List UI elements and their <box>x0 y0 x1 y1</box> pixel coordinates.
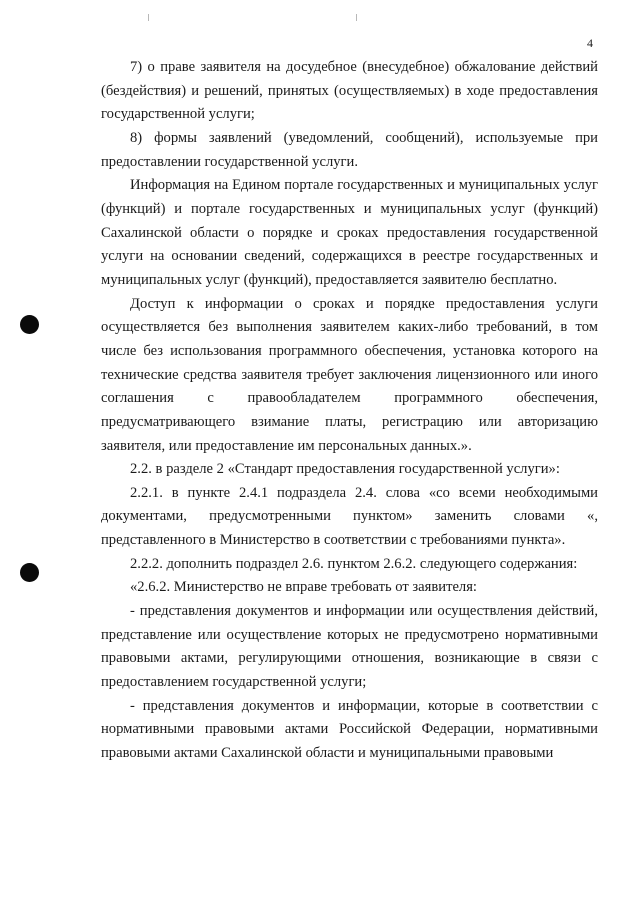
paragraph: 7) о праве заявителя на досудебное (внесудебное) обжалование действий (бездействия) и решений, принятых (осуществляемых) в ходе предоставления государственной услуги; <box>101 59 598 123</box>
page-number: 4 <box>587 36 593 50</box>
binder-hole <box>20 315 39 334</box>
scan-mark <box>148 14 149 21</box>
paragraph: - представления документов и информации или осуществления действий, представление или осуществление которых не предусмотрено нормативными правовыми актами, регулирующими отношения, возникающие в связи с предоставлением государственной услуги; <box>101 603 598 691</box>
paragraph: 2.2.1. в пункте 2.4.1 подраздела 2.4. слова «со всеми необходимыми документами, предусмотренными пунктом» заменить словами «, представленного в Министерство в соответствии с требованиями пункта». <box>101 484 598 549</box>
paragraph: 8) формы заявлений (уведомлений, сообщений), используемые при предоставлении государственной услуги. <box>101 129 598 170</box>
paragraph: 2.2.2. дополнить подраздел 2.6. пунктом 2.6.2. следующего содержания: <box>130 555 578 572</box>
scan-mark <box>356 14 357 21</box>
paragraph: Информация на Едином портале государственных и муниципальных услуг (функций) и портале государственных и муниципальных услуг (функций) Сахалинской области о порядке и сроках предоставления государственной услуги на основании сведений, содержащихся в реестре государственных и муниципальных услуг (функций), предоставляется заявителю бесплатно. <box>101 177 598 288</box>
paragraph: Доступ к информации о сроках и порядке предоставления услуги осуществляется без выполнения заявителем каких-либо требований, в том числе без использования программного обеспечения, установка которого на технические средства заявителя требует заключения лицензионного или иного соглашения с правообладателем программного обеспечения, предусматривающего взимание платы, регистрацию или авторизацию заявителя, или предоставление им персональных данных.». <box>101 295 598 454</box>
body-text <box>101 56 598 766</box>
binder-hole <box>20 563 39 582</box>
paragraph: «2.6.2. Министерство не вправе требовать от заявителя: <box>130 579 477 596</box>
paragraph: - представления документов и информации, которые в соответствии с нормативными правовыми актами Российской Федерации, нормативными правовыми актами Сахалинской области и муниципальными правовыми <box>101 697 598 762</box>
paragraph: 2.2. в разделе 2 «Стандарт предоставления государственной услуги»: <box>130 461 560 478</box>
